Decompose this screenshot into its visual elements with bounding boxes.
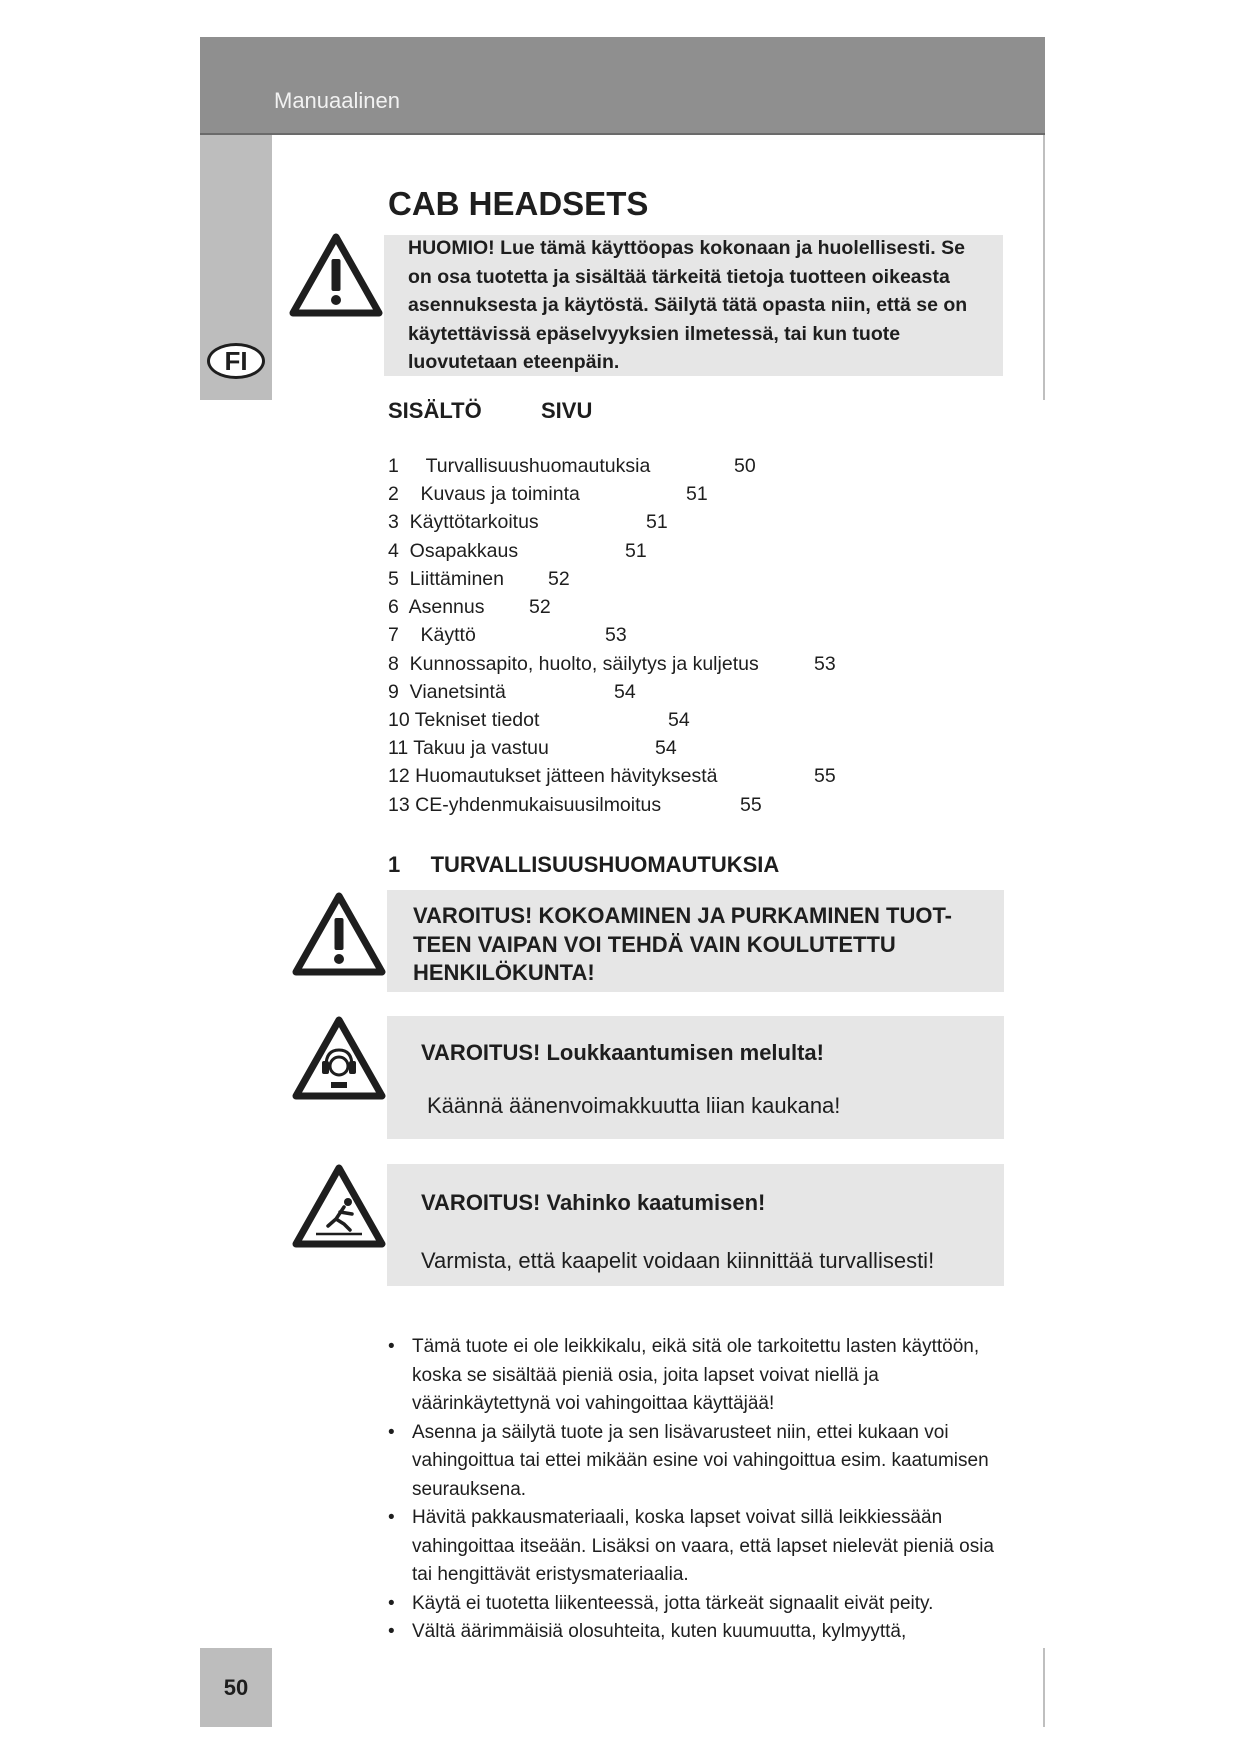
page-number: 50 [200, 1648, 272, 1727]
toc-item-page: 54 [614, 681, 636, 703]
list-item-text: Vältä äärimmäisiä olosuhteita, kuten kuumuutta, kylmyyttä, [412, 1621, 907, 1642]
warning-triangle-icon [292, 892, 386, 976]
toc-item-page: 51 [686, 483, 708, 505]
warning-body: Käännä äänenvoimakkuutta liian kaukana! [427, 1093, 841, 1118]
toc-item-page: 51 [646, 511, 668, 533]
right-edge-rule [1043, 1648, 1045, 1727]
warning-title: VAROITUS! Loukkaantumisen melulta! [421, 1040, 824, 1065]
notice-text: HUOMIO! Lue tämä käyttöopas kokonaan ja huolellisesti. Se on osa tuotetta ja sisältää tärkeitä tietoja tuotteen oikeasta asennuksesta ja käytöstä. Säilytä tätä opasta niin, että se on käytettävissä epäselvyyksien ilmetessä, tai kun tuote luovutetaan eteenpäin. [408, 237, 968, 373]
warning-box-assembly [387, 890, 1004, 992]
toc-item-label: 8 Kunnossapito, huolto, säilytys ja kuljetus [388, 653, 759, 675]
header-divider [200, 133, 1045, 135]
toc-item-page: 50 [734, 455, 756, 477]
toc-item-page: 54 [668, 709, 690, 731]
warning-text: VAROITUS! KOKOAMINEN JA PURKAMINEN TUOT-TEEN VAIPAN VOI TEHDÄ VAIN KOULUTETTU HENKILÖKUNTA! [413, 903, 952, 985]
list-item-text: Käytä ei tuotetta liikenteessä, jotta tärkeät signaalit eivät peity. [412, 1592, 934, 1614]
hearing-protection-warning-icon [292, 1016, 386, 1100]
warning-body: Varmista, että kaapelit voidaan kiinnittää turvallisesti! [421, 1248, 935, 1273]
notice-box [384, 235, 1003, 376]
toc-item-page: 55 [814, 765, 836, 787]
toc-item-page: 53 [814, 653, 836, 675]
toc-item-label: 12 Huomautukset jätteen hävityksestä [388, 765, 718, 787]
document-title: CAB HEADSETS [388, 185, 649, 222]
warning-title: VAROITUS! Vahinko kaatumisen! [421, 1190, 766, 1215]
section-heading: 1 TURVALLISUUSHUOMAUTUKSIA [388, 852, 780, 877]
toc-item-label: 10 Tekniset tiedot [388, 709, 540, 731]
header-title: Manuaalinen [274, 88, 400, 113]
warning-box-tripping [387, 1164, 1004, 1286]
toc-item-page: 55 [740, 794, 762, 816]
toc-item-page: 52 [529, 596, 551, 618]
toc-item-page: 53 [605, 624, 627, 646]
language-badge: FI [207, 343, 265, 379]
list-item: • Tämä tuote ei ole leikkikalu, eikä sitä ole tarkoitettu lasten käyttöön, koska se sisältää pieniä osia, joita lapset voivat niellä ja väärinkäytettynä voi vahingoittaa käyttäjää! [388, 1336, 980, 1414]
warning-box-noise [387, 1016, 1004, 1139]
toc-item-page: 54 [655, 737, 677, 759]
toc-item-page: 52 [548, 568, 570, 590]
list-item-text: Hävitä pakkausmateriaali, koska lapset voivat sillä leikkiessään vahingoittaa itseään. Lisäksi on vaara, että lapset nielevät pieniä osia tai hengittävät eristysmateriaalia. [412, 1507, 994, 1585]
toc-item-label: 4 Osapakkaus [388, 540, 519, 562]
list-item: • Vältä äärimmäisiä olosuhteita, kuten kuumuutta, kylmyyttä, [388, 1621, 907, 1642]
toc-item-label: 7 Käyttö [388, 624, 476, 646]
toc-item-label: 2 Kuvaus ja toiminta [388, 483, 580, 505]
list-item: • Hävitä pakkausmateriaali, koska lapset voivat sillä leikkiessään vahingoittaa itseään. Lisäksi on vaara, että lapset nielevät pieniä osia tai hengittävät eristysmateriaalia. [388, 1507, 994, 1585]
toc-item-label: 3 Käyttötarkoitus [388, 511, 539, 533]
trip-hazard-warning-icon [292, 1164, 386, 1248]
toc-item-label: 5 Liittäminen [388, 568, 504, 590]
toc-item-page: 51 [625, 540, 647, 562]
toc-item-label: 9 Vianetsintä [388, 681, 506, 703]
toc-heading-page: SIVU [541, 398, 593, 423]
list-item-text: Asenna ja säilytä tuote ja sen lisävarusteet niin, ettei kukaan voi vahingoittua tai ettei mikään esine voi vahingoittua esim. kaatumisen seurauksena. [412, 1421, 989, 1500]
toc-item-label: 1 Turvallisuushuomautuksia [388, 455, 651, 477]
warning-triangle-icon [289, 233, 383, 317]
toc-item-label: 13 CE-yhdenmukaisuusilmoitus [388, 794, 662, 816]
list-item: • Käytä ei tuotetta liikenteessä, jotta tärkeät signaalit eivät peity. [388, 1592, 934, 1614]
right-edge-rule [1043, 135, 1045, 400]
toc-heading-contents: SISÄLTÖ [388, 398, 482, 423]
header-bar [200, 37, 1045, 134]
safety-bullet-list [388, 1333, 1008, 1647]
list-item: • Asenna ja säilytä tuote ja sen lisävarusteet niin, ettei kukaan voi vahingoittua tai ettei mikään esine voi vahingoittua esim. kaatumisen seurauksena. [388, 1421, 989, 1500]
toc-item-label: 6 Asennus [388, 596, 485, 618]
list-item-text: Tämä tuote ei ole leikkikalu, eikä sitä ole tarkoitettu lasten käyttöön, koska se sisältää pieniä osia, joita lapset voivat niellä ja väärinkäytettynä voi vahingoittaa käyttäjää! [412, 1336, 980, 1414]
toc-item-label: 11 Takuu ja vastuu [388, 737, 549, 759]
